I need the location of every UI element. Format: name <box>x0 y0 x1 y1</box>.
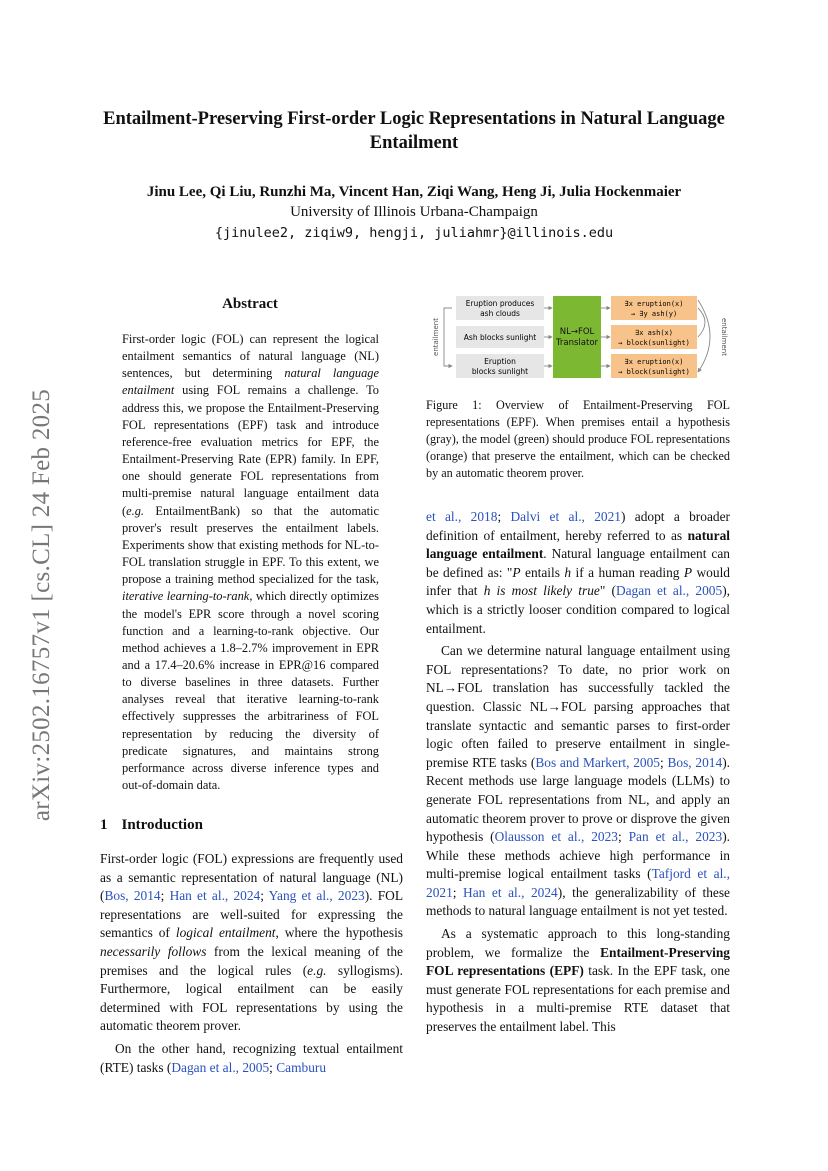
emphasis: necessarily follows <box>100 943 207 959</box>
text: ). While these methods achieve high performance in multi-premise logical entailment tasks ( <box>426 829 730 882</box>
emphasis: logical entailment <box>175 925 276 941</box>
section-heading-introduction <box>100 817 400 834</box>
abstract-text: , which directly optimizes the model's EPR score through a novel scoring function and a learning-to-rank objective. Our method achieves a 1.8–2.7% improvement in EPR and a 17.4–20.6% increase in EPR@16 compared to diverse baselines in three datasets. Further analyses reveal that iterative learning-to-rank effectively suppresses the arbitrariness of FOL representation by reducing the diversity of predicate signatures, and maintains strong performance across diverse inference types and out-of-domain data. <box>122 589 379 793</box>
abstract-emphasis: iterative learning-to-rank <box>122 589 250 604</box>
section-number: 1 <box>100 817 108 833</box>
text: ) adopt a broader definition of entailment, hereby referred to as <box>426 509 730 543</box>
arxiv-stamp <box>22 360 62 850</box>
author-list: Jinu Lee, Qi Liu, Runzhi Ma, Vincent Han, Ziqi Wang, Heng Ji, Julia Hockenmaier <box>146 184 682 200</box>
epf-overview-diagram <box>426 292 730 388</box>
translator-box <box>553 296 601 378</box>
text: As a systematic approach to this long-standing problem, we formalize the <box>426 926 730 960</box>
text: " ( <box>599 583 616 599</box>
citation-link[interactable]: et al., 2018 <box>426 509 498 524</box>
text: , where the hypothesis <box>275 925 404 941</box>
paragraph <box>100 1040 403 1077</box>
paragraph <box>100 850 403 1036</box>
bold-term: Entailment-Preserving FOL representations (EPF) <box>426 944 730 979</box>
abstract-text: using FOL remains a challenge. To address this, we propose the Entailment-Preserving FOL representations (EPF) task and introduce reference-free evaluation metrics for EPF, the Entailment-Preserving Rate (EPR) family. In EPF, one should generate FOL representations from multi-premise natural language entailment data ( <box>122 383 379 518</box>
text: syllogisms). Furthermore, logical entailment can be easily determined with FOL representations by using the automatic theorem prover. <box>100 962 403 1034</box>
entailment-arc-right <box>698 308 705 337</box>
text: . Natural language entailment can be defined as: " <box>426 546 730 580</box>
text: ), the generalizability of these methods to natural language entailment is not yet tested. <box>426 884 731 919</box>
text: ; <box>260 888 269 904</box>
text: On the other hand, recognizing textual entailment (RTE) tasks ( <box>100 1040 403 1075</box>
citation-link[interactable]: Yang et al., 2023 <box>268 888 365 904</box>
text: ; <box>452 884 464 900</box>
text: would infer that <box>426 564 730 599</box>
abstract-body <box>122 331 379 794</box>
fol-text: → ∃y ash(y) <box>630 310 678 318</box>
citation-link[interactable]: Pan et al., 2023 <box>628 829 723 845</box>
bold-term: natural language entailment <box>426 527 730 562</box>
figure-1-caption: Figure 1: Overview of Entailment-Preserving FOL representations (EPF). When premises entail a hypothesis (gray), the model (green) should produce FOL representations (orange) that preserve the entailment, which can be checked by an automatic theorem prover. <box>426 398 730 480</box>
affiliation: University of Illinois Urbana-Champaign <box>290 204 538 220</box>
text: Can we determine natural language entailment using FOL representations? To date, no prior work on NL→FOL translation has successfully tackled the question. Classic NL→FOL parsing approaches that translate syntactic and semantic parses to first-order logic often failed to preserve entailment in single-premise RTE tasks ( <box>426 643 730 770</box>
left-column-body <box>100 850 403 1077</box>
abstract-text: First-order logic (FOL) can represent the logical entailment semantics of natural language (NL) sentences, but determining <box>122 332 379 381</box>
abstract-emphasis: natural language entailment <box>122 366 380 398</box>
text: ; <box>617 829 629 845</box>
author-emails: {jinulee2, ziqiw9, hengji, juliahmr}@illinois.edu <box>214 225 614 241</box>
fol-text: ∃x eruption(x) <box>624 300 684 308</box>
citation-link[interactable]: Bos, 2014 <box>104 888 161 904</box>
math-var: h <box>564 564 572 580</box>
emphasis: is most likely true <box>490 583 600 599</box>
citation-link[interactable]: Han et al., 2024 <box>169 888 261 904</box>
citation-link[interactable]: Dalvi et al., 2021 <box>510 509 621 524</box>
translator-label: Translator <box>555 338 599 348</box>
math-var: h <box>483 583 491 599</box>
paragraph <box>426 642 730 921</box>
entailment-label-left: entailment <box>432 318 440 356</box>
translator-label: NL→FOL <box>559 327 595 337</box>
abstract-heading: Abstract <box>222 296 278 312</box>
text: ; <box>269 1059 277 1075</box>
premise-text: Eruption produces <box>465 299 535 308</box>
paper-title: Entailment-Preserving First-order Logic Representations in Natural Language Entailment <box>103 109 725 153</box>
entailment-arc-right <box>698 300 710 372</box>
text: task. In the EPF task, one must generate FOL representations for each premise and hypothesis in a multi-premise RTE dataset that preserves the entailment label. This <box>426 963 730 1035</box>
section-title: Introduction <box>121 817 203 833</box>
citation-link[interactable]: Olausson et al., 2023 <box>494 829 618 845</box>
text: ), which is a strictly looser condition compared to logical entailment. <box>426 583 730 636</box>
fol-text: → block(sunlight) <box>618 339 690 347</box>
fol-text: ∃x eruption(x) <box>624 358 684 366</box>
arxiv-stamp-text: arXiv:2502.16757v1 [cs.CL] 24 Feb 2025 <box>28 388 55 822</box>
text: ). FOL representations are well-suited for expressing the semantics of <box>100 888 404 941</box>
text: First-order logic (FOL) expressions are frequently used as a semantic representation of natural language (NL) ( <box>100 851 403 904</box>
emphasis: e.g. <box>307 962 327 978</box>
citation-link[interactable]: Camburu <box>276 1059 327 1075</box>
entailment-label-right: entailment <box>720 318 728 356</box>
hypothesis-text: blocks sunlight <box>471 367 529 376</box>
premise-text: Ash blocks sunlight <box>463 333 537 342</box>
citation-link[interactable]: Tafjord et al., 2021 <box>426 866 730 900</box>
premise-text: ash clouds <box>480 309 520 318</box>
citation-link[interactable]: Han et al., 2024 <box>463 884 558 900</box>
math-var: P <box>683 564 693 580</box>
abstract-text: EntailmentBank) so that the automatic prover's result preserves the entailment labels. Experiments show that existing methods for NL-to-FOL translation struggle in EPF. To this extent, we propose a training method specialized for the task, <box>122 503 379 587</box>
citation-link[interactable]: Bos, 2014 <box>667 754 723 770</box>
citation-link[interactable]: Dagan et al., 2005 <box>171 1059 270 1075</box>
entailment-bracket-left <box>444 308 452 366</box>
right-column-body <box>426 508 730 1037</box>
math-var: P <box>512 564 521 580</box>
fol-text: ∃x ash(x) <box>635 329 673 337</box>
text: ). Recent methods use large language models (LLMs) to generate FOL representations from NL, and apply an automatic theorem prover to prove or disprove the given hypothesis ( <box>426 754 730 845</box>
text: from the lexical meaning of the premises and the logical rules ( <box>100 943 403 978</box>
paragraph <box>426 508 730 638</box>
paragraph <box>426 925 730 1037</box>
figure-1-diagram <box>426 292 730 388</box>
fol-text: → block(sunlight) <box>618 368 690 376</box>
citation-link[interactable]: Dagan et al., 2005 <box>615 583 723 599</box>
abstract-emphasis: e.g. <box>126 503 145 518</box>
text: ; <box>660 754 668 770</box>
text: ; <box>497 509 511 524</box>
text: ; <box>160 888 170 904</box>
text: if a human reading <box>571 564 684 580</box>
hypothesis-text: Eruption <box>484 357 516 366</box>
citation-link[interactable]: Bos and Markert, 2005 <box>535 754 660 770</box>
text: entails <box>520 564 565 580</box>
